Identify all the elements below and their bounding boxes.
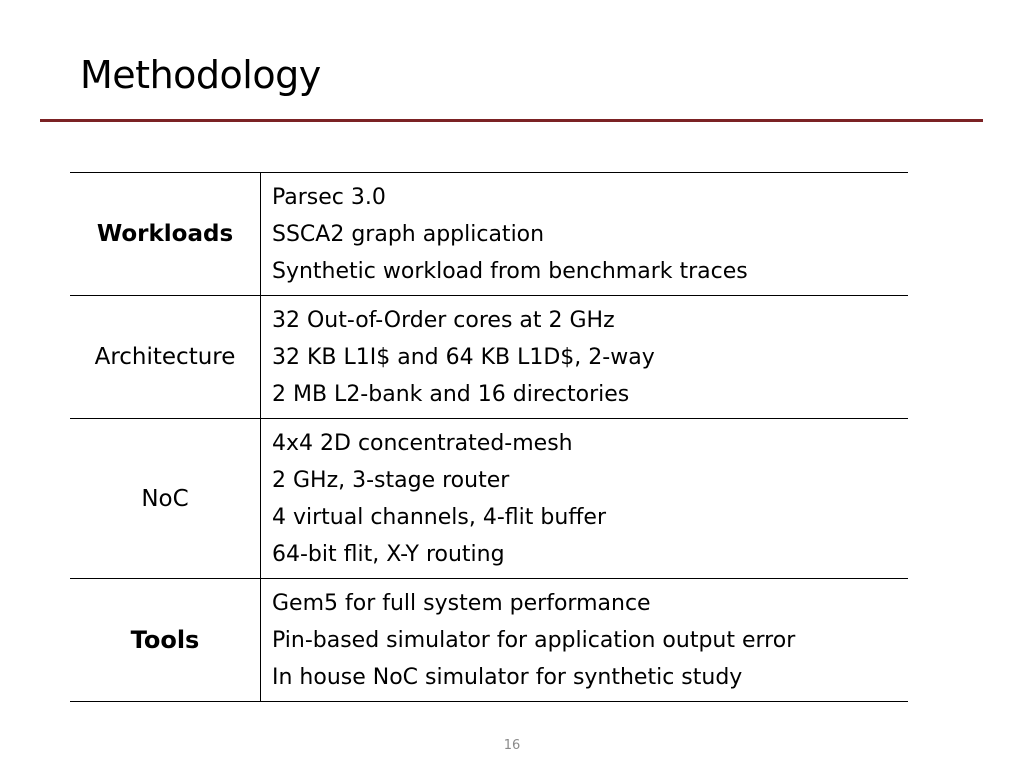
list-item: Synthetic workload from benchmark traces xyxy=(272,258,748,284)
row-items-tools xyxy=(261,579,909,702)
list-item: Pin-based simulator for application output error xyxy=(272,627,796,653)
list-item: In house NoC simulator for synthetic study xyxy=(272,664,743,690)
row-items-workloads xyxy=(261,173,909,296)
table-row-architecture xyxy=(70,296,908,419)
title-divider xyxy=(40,119,983,122)
row-label-workloads: Workloads xyxy=(70,173,261,296)
list-item: 2 MB L2-bank and 16 directories xyxy=(272,381,630,407)
list-item: Parsec 3.0 xyxy=(272,184,386,210)
table-row-tools xyxy=(70,579,908,702)
list-item: 64-bit flit, X-Y routing xyxy=(272,541,505,567)
page-number: 16 xyxy=(503,738,521,753)
list-item: 4 virtual channels, 4-flit buffer xyxy=(272,504,606,530)
list-item: SSCA2 graph application xyxy=(272,221,545,247)
list-item: 32 Out-of-Order cores at 2 GHz xyxy=(272,307,615,333)
list-item: 32 KB L1I$ and 64 KB L1D$, 2-way xyxy=(272,344,655,370)
list-item: 4x4 2D concentrated-mesh xyxy=(272,430,573,456)
row-label-tools: Tools xyxy=(70,579,261,702)
table-row-workloads xyxy=(70,173,908,296)
row-items-noc xyxy=(261,419,909,579)
list-item: 2 GHz, 3-stage router xyxy=(272,467,510,493)
list-item: Gem5 for full system performance xyxy=(272,590,651,616)
row-items-architecture xyxy=(261,296,909,419)
methodology-table xyxy=(70,172,908,702)
row-label-architecture: Architecture xyxy=(70,296,261,419)
table-row-noc xyxy=(70,419,908,579)
slide-title: Methodology xyxy=(80,53,321,97)
row-label-noc: NoC xyxy=(70,419,261,579)
